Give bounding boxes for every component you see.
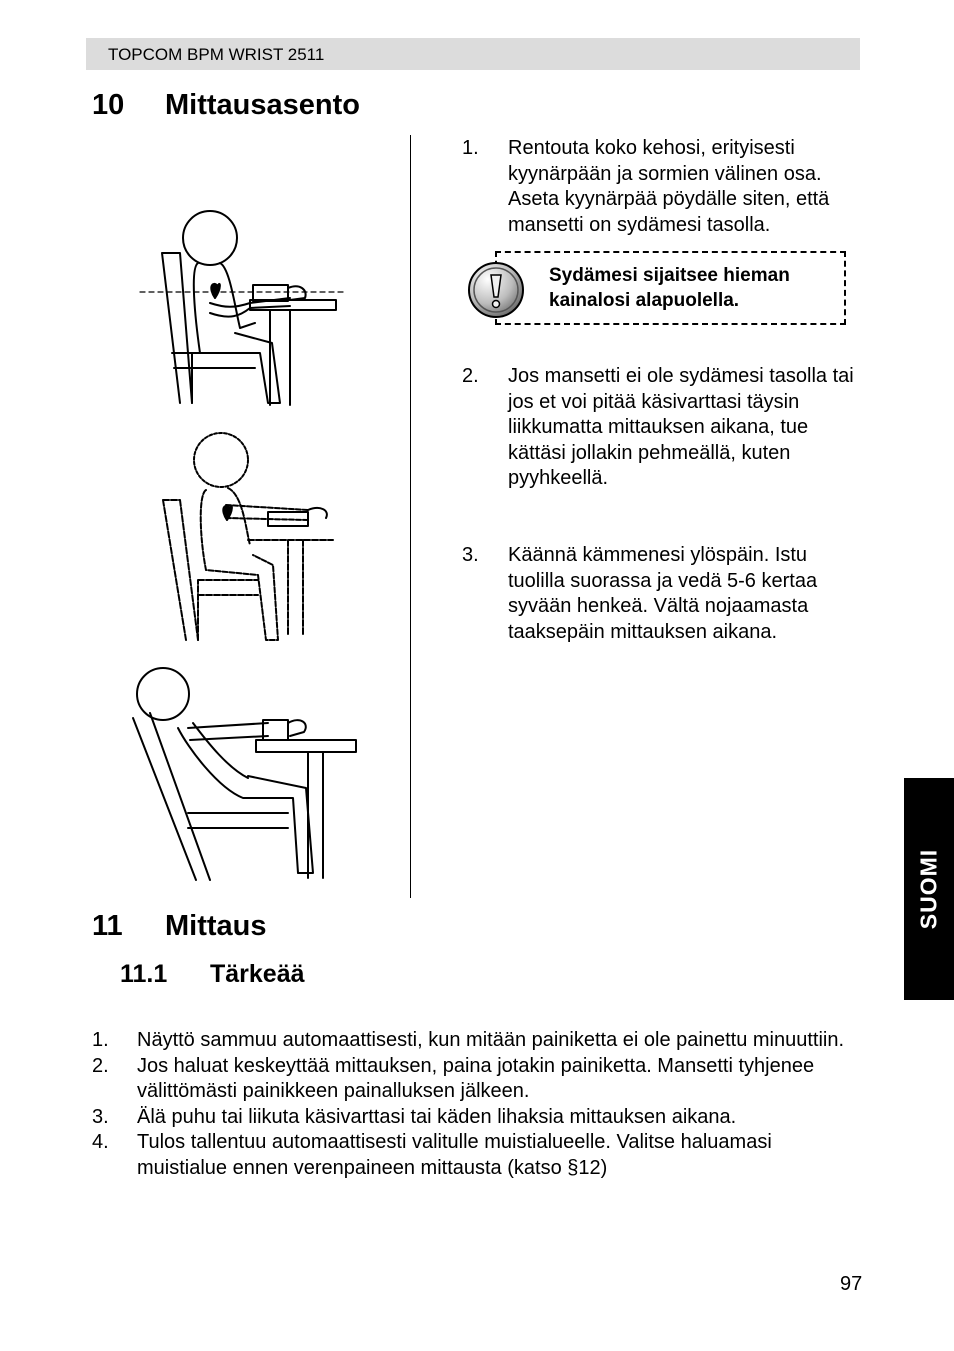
language-tab: [904, 778, 954, 1000]
section-11-1-title: Tärkeää: [210, 960, 305, 988]
language-tab-label: SUOMI: [915, 848, 942, 930]
figure-leaning-posture: [128, 668, 363, 888]
step-1-number: 1.: [462, 137, 479, 159]
header-bar: [86, 38, 860, 70]
list-item: [92, 1054, 862, 1105]
list-item-text: Jos haluat keskeyttää mittauksen, paina jotakin painiketta. Mansetti tyhjenee välittömästi painikkeen painalluksen jälkeen.: [137, 1054, 815, 1102]
warning-icon: [467, 261, 525, 319]
list-item-number: 1.: [92, 1029, 109, 1051]
list-item-number: 3.: [92, 1105, 109, 1128]
figure-correct-posture: [140, 208, 350, 413]
header-title: TOPCOM BPM WRIST 2511: [108, 45, 325, 64]
column-divider: [410, 135, 411, 898]
list-item-number: 4.: [92, 1131, 109, 1153]
section-11-1-number: 11.1: [120, 960, 168, 988]
list-item: [92, 1130, 862, 1181]
list-item-text: Näyttö sammuu automaattisesti, kun mitään painiketta ei ole painettu minuuttiin.: [137, 1029, 845, 1051]
list-item-text: Älä puhu tai liikuta käsivarttasi tai käden lihaksia mittauksen aikana.: [137, 1105, 737, 1128]
important-list: [92, 1028, 862, 1181]
list-item-number: 2.: [92, 1054, 109, 1077]
section-10-title: Mittausasento: [165, 89, 360, 121]
section-11-number: 11: [92, 910, 123, 942]
list-item: [92, 1028, 862, 1054]
note-box: [495, 251, 846, 325]
figure-supported-arm: [158, 430, 338, 650]
list-item: [92, 1105, 862, 1131]
note-text: Sydämesi sijaitsee hieman kainalosi alapuolella.: [549, 265, 790, 311]
section-10-number: 10: [92, 89, 125, 121]
step-2-number: 2.: [462, 365, 479, 387]
step-3-text: Käännä kämmenesi ylöspäin. Istu tuolilla suorassa ja vedä 5-6 kertaa syvään henkeä. Vältä nojaamasta taaksepäin mittauksen aikana.: [508, 544, 818, 643]
list-item-text: Tulos tallentuu automaattisesti valitulle muistialueelle. Valitse haluamasi muistialue ennen verenpaineen mittausta (katso §12): [137, 1131, 772, 1179]
step-2-text: Jos mansetti ei ole sydämesi tasolla tai jos et voi pitää käsivarttasi täysin liikkumatta mittauksen aikana, tue kättäsi jollakin pehmeällä, kuten pyyhkeellä.: [508, 365, 854, 489]
step-3-number: 3.: [462, 544, 479, 566]
section-11-title: Mittaus: [165, 910, 267, 942]
page-number: 97: [840, 1273, 863, 1295]
step-1-text: Rentouta koko kehosi, erityisesti kyynärpään ja sormien välinen osa. Aseta kyynärpää pöydälle siten, että mansetti on sydämesi tasolla.: [508, 137, 830, 236]
